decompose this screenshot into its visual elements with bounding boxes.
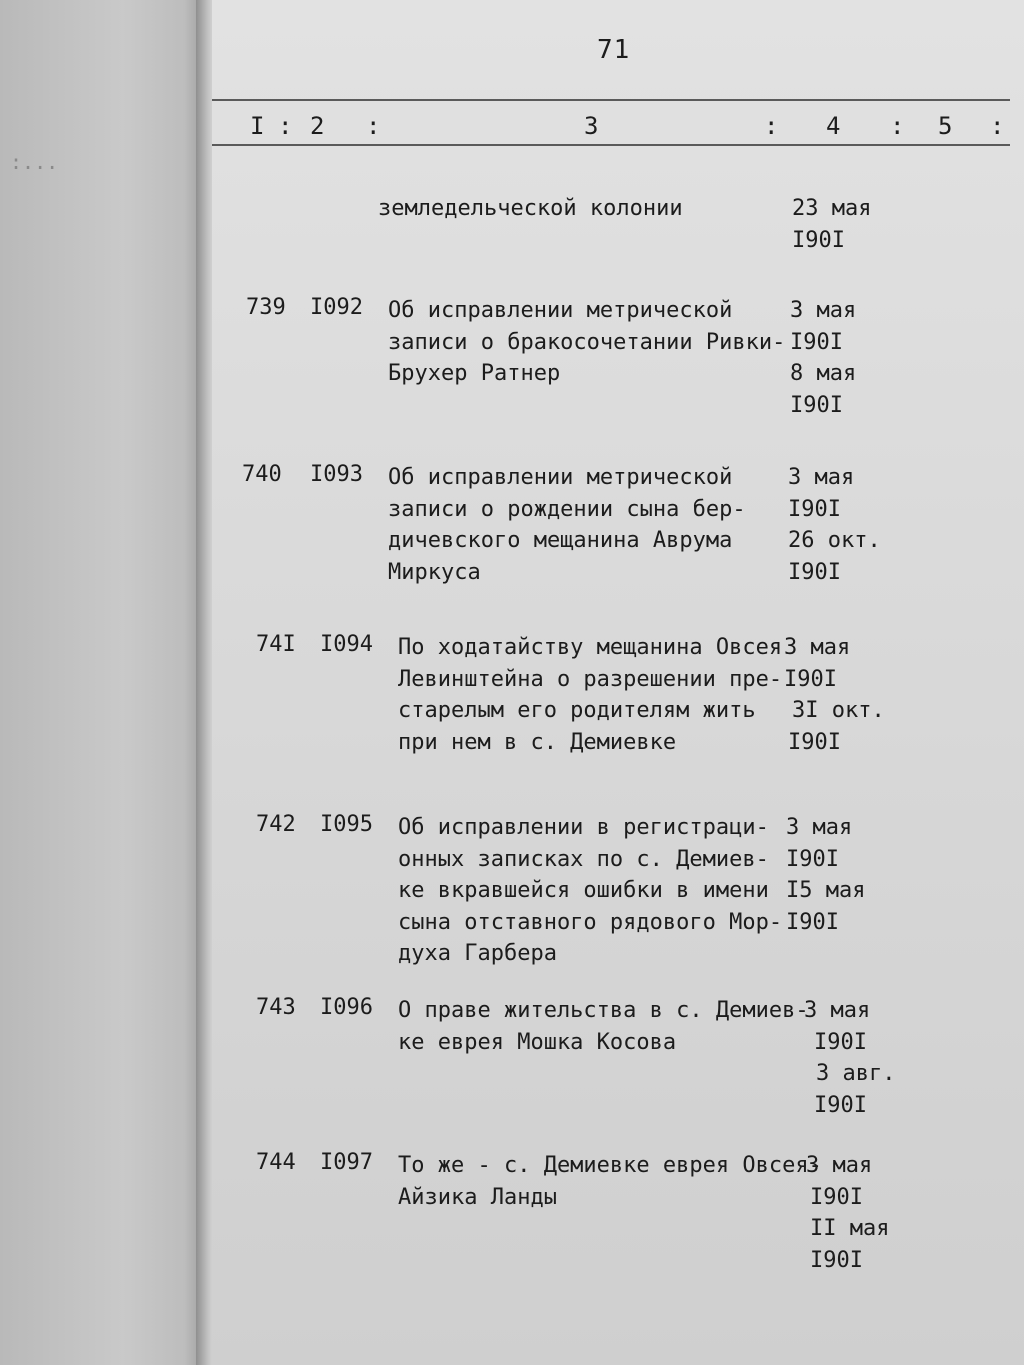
entry-description (378, 193, 683, 225)
column-separator: : (278, 112, 293, 140)
column-separator: : (890, 112, 905, 140)
date-line: 3 мая (804, 998, 871, 1023)
entry-dates (792, 193, 871, 256)
entry-number: 740 (242, 462, 282, 487)
description-line: старелым его родителям жить (398, 698, 756, 723)
description-line: сына отставного рядового Мор- (398, 909, 783, 935)
column-header-5: 5 (938, 112, 953, 140)
header-rule-bottom (212, 144, 1010, 146)
date-line: 3I окт. (792, 698, 885, 723)
column-header-3: 3 (584, 112, 599, 140)
column-header-1: I (250, 112, 265, 140)
date-line: 3 мая (786, 815, 853, 840)
description-line: Об исправлении метрической (388, 298, 733, 323)
column-header-2: 2 (310, 112, 325, 140)
description-line: духа Гарбера (398, 941, 557, 966)
entry-number: 744 (256, 1150, 296, 1175)
date-line: I90I (814, 1029, 867, 1055)
date-line: I5 мая (786, 878, 866, 903)
column-separator: : (990, 112, 1005, 140)
description-line: записи о бракосочетании Ривки- (388, 329, 786, 355)
description-line: Брухер Ратнер (388, 361, 561, 386)
entry-dates (790, 295, 856, 421)
date-line: 3 мая (806, 1153, 873, 1178)
description-line: О праве жительства в с. Демиев- (398, 998, 809, 1023)
facing-page-bleed: :... (10, 150, 59, 174)
page-number: 71 (597, 35, 631, 65)
entry-description (398, 995, 809, 1058)
description-line: ке еврея Мошка Косова (398, 1029, 677, 1055)
date-line: 3 авг. (816, 1061, 896, 1086)
description-line: онных записках по с. Демиев- (398, 846, 769, 872)
entry-code: I096 (320, 995, 373, 1020)
date-line: I90I (790, 392, 843, 418)
description-line: По ходатайству мещанина Овсея (398, 635, 783, 660)
entry-number: 743 (256, 995, 296, 1020)
entry-dates (806, 1150, 889, 1276)
date-line: I90I (810, 1184, 863, 1210)
entry-number: 739 (246, 295, 286, 320)
date-line: I90I (786, 909, 839, 935)
date-line: 23 мая (792, 196, 872, 221)
date-line: I90I (786, 846, 839, 872)
facing-page (0, 0, 205, 1365)
entry-description (388, 462, 746, 588)
entry-description (388, 295, 785, 390)
column-header-4: 4 (826, 112, 841, 140)
entry-dates (786, 812, 865, 938)
date-line: 3 мая (790, 298, 857, 323)
description-line: Миркуса (388, 559, 481, 585)
entry-dates (784, 632, 885, 758)
column-separator: : (764, 112, 779, 140)
document-page (212, 0, 1024, 1365)
date-line: I90I (788, 496, 841, 522)
entry-code: I092 (310, 295, 363, 320)
entry-code: I094 (320, 632, 373, 657)
date-line: I90I (810, 1247, 863, 1273)
date-line: 8 мая (790, 361, 857, 386)
entry-description (398, 1150, 822, 1213)
date-line: I90I (784, 666, 837, 692)
entry-number: 74I (256, 632, 296, 657)
description-line: То же - с. Демиевке еврея Овсея- (398, 1153, 822, 1178)
date-line: II мая (810, 1216, 890, 1241)
entry-code: I095 (320, 812, 373, 837)
date-line: I90I (790, 329, 843, 355)
entry-description (398, 632, 782, 758)
date-line: 26 окт. (788, 528, 881, 553)
description-line: Айзика Ланды (398, 1184, 557, 1210)
description-line: Об исправлении метрической (388, 465, 733, 490)
entry-code: I097 (320, 1150, 373, 1175)
date-line: I90I (814, 1092, 867, 1118)
date-line: I90I (788, 559, 841, 585)
entry-code: I093 (310, 462, 363, 487)
date-line: 3 мая (788, 465, 855, 490)
entry-number: 742 (256, 812, 296, 837)
entry-description (398, 812, 782, 970)
description-line: ке вкравшейся ошибки в имени (398, 878, 769, 903)
description-line: записи о рождении сына бер- (388, 496, 746, 522)
column-separator: : (366, 112, 381, 140)
header-rule-top (212, 99, 1010, 101)
description-line: земледельческой колонии (378, 196, 683, 221)
date-line: I90I (788, 729, 841, 755)
description-line: Об исправлении в регистраци- (398, 815, 769, 840)
date-line: 3 мая (784, 635, 851, 660)
entry-dates (788, 462, 881, 588)
description-line: Левинштейна о разрешении пре- (398, 666, 783, 692)
description-line: дичевского мещанина Аврума (388, 528, 733, 553)
entry-dates (804, 995, 895, 1121)
date-line: I90I (792, 227, 845, 253)
description-line: при нем в с. Демиевке (398, 729, 677, 755)
